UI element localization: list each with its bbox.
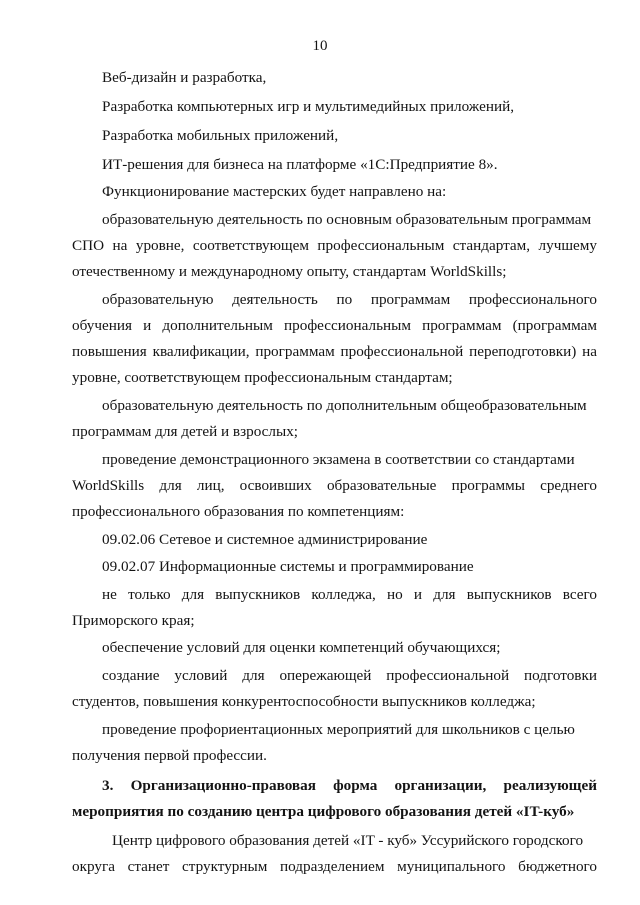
page-number: 10	[312, 38, 328, 54]
text-line: уровне, соответствующем профессиональным стандартам;	[72, 369, 453, 386]
text-line: не только для выпускников колледжа, но и для выпускников всего	[102, 586, 597, 603]
text-line: образовательную деятельность по основным образовательным программам	[102, 211, 592, 228]
text-line: проведение профориентационных мероприятий для школьников с целью	[102, 721, 575, 738]
text-line: Функционирование мастерских будет направлено на:	[102, 183, 447, 200]
section-heading: 3. Организационно-правовая форма организации, реализующей	[102, 777, 597, 794]
text-line: Центр цифрового образования детей «IT - куб» Уссурийского городского	[112, 832, 584, 849]
text-line: студентов, повышения конкурентоспособности выпускников колледжа;	[72, 693, 536, 710]
text-line: получения первой профессии.	[72, 747, 267, 764]
text-line: Разработка мобильных приложений,	[102, 127, 339, 144]
text-line: СПО на уровне, соответствующем профессиональным стандартам, лучшему	[72, 237, 597, 254]
text-line: Разработка компьютерных игр и мультимедийных приложений,	[102, 98, 514, 115]
section-heading: мероприятия по созданию центра цифрового образования детей «IT-куб»	[72, 803, 575, 820]
text-line: создание условий для опережающей профессиональной подготовки	[102, 667, 597, 684]
text-line: ИТ-решения для бизнеса на платформе «1С:Предприятие 8».	[102, 156, 498, 173]
text-line: образовательную деятельность по дополнительным общеобразовательным	[102, 397, 587, 414]
text-line: обеспечение условий для оценки компетенций обучающихся;	[102, 639, 501, 656]
text-line: Приморского края;	[72, 612, 195, 629]
text-line: профессионального образования по компетенциям:	[72, 503, 405, 520]
text-line: Веб-дизайн и разработка,	[102, 69, 267, 86]
text-line: проведение демонстрационного экзамена в соответствии со стандартами	[102, 451, 575, 468]
text-line: 09.02.06 Сетевое и системное администрирование	[102, 531, 428, 548]
text-line: повышения квалификации, программам профессиональной переподготовки) на	[72, 343, 597, 360]
text-line: обучения и дополнительным профессиональным программам (программам	[72, 317, 597, 334]
text-line: программам для детей и взрослых;	[72, 423, 299, 440]
text-line: 09.02.07 Информационные системы и программирование	[102, 558, 474, 575]
text-line: образовательную деятельность по программам профессионального	[102, 291, 597, 308]
text-line: WorldSkills для лиц, освоивших образовательные программы среднего	[72, 477, 597, 494]
text-line: отечественному и международному опыту, стандартам WorldSkills;	[72, 263, 507, 280]
text-line: округа станет структурным подразделением муниципального бюджетного	[72, 858, 597, 875]
